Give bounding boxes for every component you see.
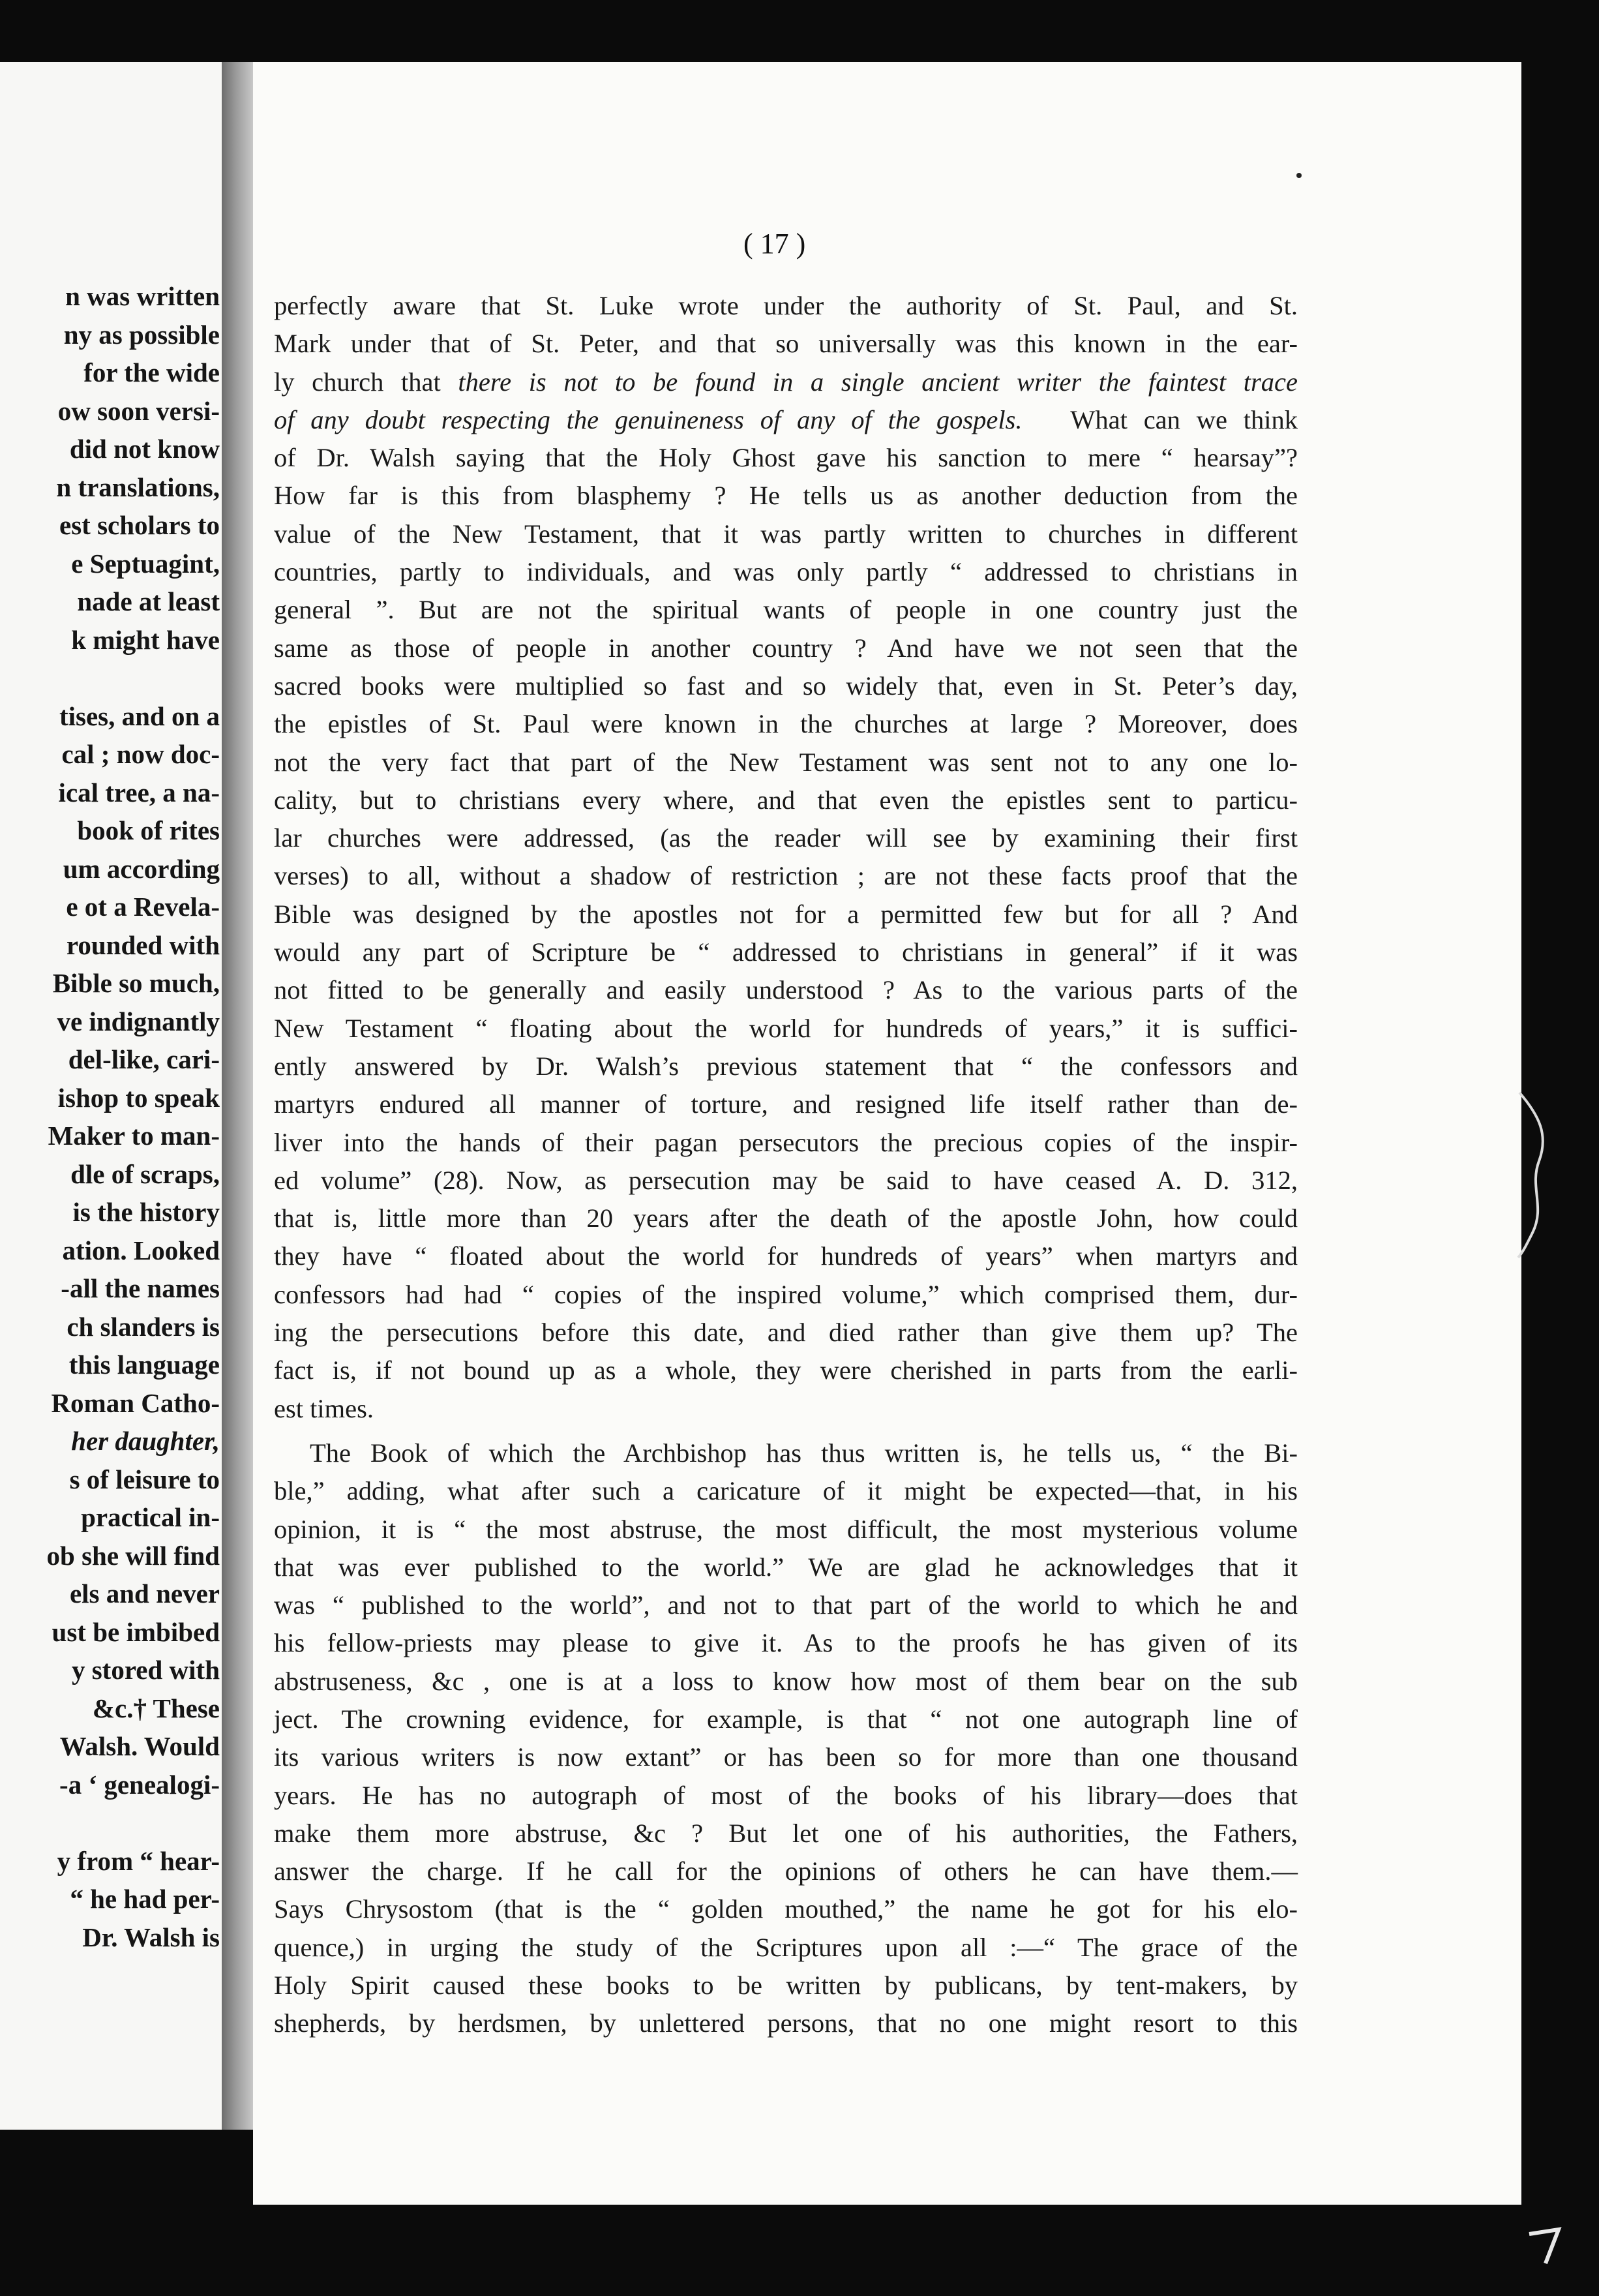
text-line: its various writers is now extant” or has been so for more than one thousand bbox=[274, 1742, 1298, 1772]
text-line: that is, little more than 20 years after the death of the apostle John, how could bbox=[274, 1203, 1298, 1233]
left-fragment-line: um according bbox=[63, 853, 220, 884]
left-fragment-line: ch slanders is bbox=[67, 1311, 220, 1342]
italic-text: there is not to be found in a single ancient writer the faintest trace bbox=[458, 367, 1298, 397]
left-fragment-line: s of leisure to bbox=[69, 1464, 220, 1494]
text-line: martyrs endured all manner of torture, and resigned life itself rather than de- bbox=[274, 1089, 1298, 1119]
left-fragment-line: cal ; now doc- bbox=[61, 739, 220, 769]
left-fragment-line: dle of scraps, bbox=[70, 1158, 220, 1189]
left-fragment-line: -a ‘ genealogi- bbox=[59, 1769, 220, 1800]
left-fragment-line: tises, and on a bbox=[59, 701, 220, 731]
ink-speck bbox=[1296, 173, 1302, 178]
text-line: ly church that there is not to be found in a single ancient writer the faintest trace bbox=[274, 367, 1298, 397]
text-line: would any part of Scripture be “ addressed to christians in general” if it was bbox=[274, 937, 1298, 967]
text-line: opinion, it is “ the most abstruse, the most difficult, the most mysterious volume bbox=[274, 1514, 1298, 1544]
text-line: general ”. But are not the spiritual wants of people in one country just the bbox=[274, 595, 1298, 625]
left-fragment-line bbox=[0, 1804, 220, 1842]
left-fragment-line: k might have bbox=[71, 624, 220, 655]
left-fragment-line: els and never bbox=[69, 1578, 220, 1609]
text-line: answer the charge. If he call for the opinions of others he can have them.— bbox=[274, 1856, 1298, 1886]
left-fragment-line: this language bbox=[68, 1350, 220, 1380]
text-line: shepherds, by herdsmen, by unlettered persons, that no one might resort to this bbox=[274, 2008, 1298, 2038]
left-fragment-line: rounded with bbox=[66, 929, 220, 960]
left-fragment-line: for the wide bbox=[83, 357, 220, 387]
left-fragment-line: nade at least bbox=[77, 586, 220, 616]
left-fragment-line: e ot a Revela- bbox=[66, 892, 220, 922]
left-page-fragment bbox=[0, 62, 225, 2130]
text-line: the epistles of St. Paul were known in the churches at large ? Moreover, does bbox=[274, 709, 1298, 739]
left-fragment-line: ow soon versi- bbox=[57, 395, 220, 426]
left-fragment-line: n was written bbox=[65, 281, 220, 311]
text-line bbox=[274, 401, 1298, 439]
corner-scratch-mark bbox=[1526, 2224, 1565, 2270]
text-line: abstruseness, &c , one is at a loss to know how most of them bear on the sub bbox=[274, 1666, 1298, 1696]
text-line: sacred books were multiplied so fast and so widely that, even in St. Peter’s day, bbox=[274, 671, 1298, 701]
text-line: cality, but to christians every where, and that even the epistles sent to particu- bbox=[274, 785, 1298, 815]
left-fragment-line: ishop to speak bbox=[57, 1082, 220, 1113]
margin-thread-mark bbox=[1513, 1089, 1552, 1259]
text-fragment: What can we think bbox=[1070, 404, 1298, 434]
left-fragment-line: her daughter, bbox=[71, 1426, 220, 1456]
left-fragment-line: ve indignantly bbox=[57, 1006, 220, 1036]
text-line: Holy Spirit caused these books to be written by publicans, by tent-makers, by bbox=[274, 1971, 1298, 2001]
text-line: years. He has no autograph of most of the books of his library—does that bbox=[274, 1780, 1298, 1810]
text-line: was “ published to the world”, and not to that part of the world to which he and bbox=[274, 1590, 1298, 1620]
book-gutter bbox=[222, 62, 253, 2130]
text-line: value of the New Testament, that it was partly written to churches in different bbox=[274, 519, 1298, 549]
text-line: How far is this from blasphemy ? He tells us as another deduction from the bbox=[274, 481, 1298, 511]
text-line: ed volume” (28). Now, as persecution may be said to have ceased A. D. 312, bbox=[274, 1165, 1298, 1195]
left-fragment-line: Maker to man- bbox=[48, 1121, 220, 1151]
text-line: lar churches were addressed, (as the reader will see by examining their first bbox=[274, 823, 1298, 853]
text-line: Bible was designed by the apostles not for a permitted few but for all ? And bbox=[274, 899, 1298, 929]
left-fragment-line: is the history bbox=[72, 1197, 220, 1227]
text-line: Says Chrysostom (that is the “ golden mouthed,” the name he got for his elo- bbox=[274, 1894, 1298, 1924]
left-fragment-line: -all the names bbox=[61, 1273, 220, 1303]
text-line: his fellow-priests may please to give it. As to the proofs he has given of its bbox=[274, 1628, 1298, 1658]
text-line: countries, partly to individuals, and was only partly “ addressed to christians in bbox=[274, 557, 1298, 587]
text-line: make them more abstruse, &c ? But let one of his authorities, the Fathers, bbox=[274, 1818, 1298, 1848]
left-fragment-line: ob she will find bbox=[46, 1540, 220, 1571]
text-line: not the very fact that part of the New Testament was sent not to any one lo- bbox=[274, 747, 1298, 777]
text-line: Mark under that of St. Peter, and that so universally was this known in the ear- bbox=[274, 329, 1298, 359]
text-line: of Dr. Walsh saying that the Holy Ghost gave his sanction to mere “ hearsay”? bbox=[274, 443, 1298, 473]
left-page-text-column bbox=[0, 277, 220, 1956]
text-line: that was ever published to the world.” We are glad he acknowledges that it bbox=[274, 1552, 1298, 1582]
left-fragment-line: did not know bbox=[69, 434, 220, 464]
text-line: perfectly aware that St. Luke wrote under the authority of St. Paul, and St. bbox=[274, 291, 1298, 320]
left-fragment-line: y stored with bbox=[71, 1655, 220, 1685]
left-fragment-line: y from “ hear- bbox=[57, 1845, 220, 1876]
left-fragment-line: del-like, cari- bbox=[68, 1044, 220, 1074]
left-fragment-line: ical tree, a na- bbox=[58, 777, 220, 808]
text-line: New Testament “ floating about the world for hundreds of years,” it is suffici- bbox=[274, 1013, 1298, 1043]
left-fragment-line: n translations, bbox=[56, 472, 220, 502]
left-fragment-line: ny as possible bbox=[63, 319, 220, 350]
left-fragment-line: Bible so much, bbox=[52, 968, 220, 998]
paragraph-2 bbox=[274, 1434, 1298, 2043]
text-line: same as those of people in another country ? And have we not seen that the bbox=[274, 633, 1298, 663]
left-fragment-line: ation. Looked bbox=[62, 1235, 220, 1265]
body-text bbox=[274, 287, 1298, 2043]
text-line: fact is, if not bound up as a whole, they were cherished in parts from the earli- bbox=[274, 1355, 1298, 1385]
text-line: est times. bbox=[274, 1393, 374, 1423]
text-line: ently answered by Dr. Walsh’s previous statement that “ the confessors and bbox=[274, 1051, 1298, 1081]
left-fragment-line: Walsh. Would bbox=[59, 1731, 220, 1761]
left-fragment-line: Dr. Walsh is bbox=[82, 1922, 220, 1952]
text-line: quence,) in urging the study of the Scriptures upon all :—“ The grace of the bbox=[274, 1932, 1298, 1962]
left-fragment-line bbox=[0, 659, 220, 697]
left-fragment-line: book of rites bbox=[77, 815, 220, 845]
text-line: The Book of which the Archbishop has thus written is, he tells us, “ the Bi- bbox=[310, 1438, 1298, 1468]
left-fragment-line: &c.† These bbox=[92, 1693, 220, 1723]
text-line: ing the persecutions before this date, and died rather than give them up? The bbox=[274, 1318, 1298, 1348]
italic-text: of any doubt respecting the genuineness of any of the gospels. bbox=[274, 404, 1023, 434]
left-fragment-line: practical in- bbox=[81, 1502, 220, 1532]
text-line: liver into the hands of their pagan persecutors the precious copies of the inspir- bbox=[274, 1127, 1298, 1157]
text-line: ject. The crowning evidence, for example, is that “ not one autograph line of bbox=[274, 1704, 1298, 1734]
left-fragment-line: est scholars to bbox=[59, 510, 220, 540]
text-line: ble,” adding, what after such a caricature of it might be expected—that, in his bbox=[274, 1476, 1298, 1506]
left-fragment-line: ust be imbibed bbox=[52, 1616, 220, 1647]
left-fragment-line: Roman Catho- bbox=[51, 1387, 220, 1418]
left-fragment-line: “ he had per- bbox=[70, 1884, 220, 1914]
text-line: verses) to all, without a shadow of restriction ; are not these facts proof that the bbox=[274, 861, 1298, 891]
text-line: not fitted to be generally and easily understood ? As to the various parts of the bbox=[274, 975, 1298, 1005]
page-number: ( 17 ) bbox=[743, 228, 806, 260]
paragraph-1 bbox=[274, 287, 1298, 1428]
text-line: they have “ floated about the world for hundreds of years” when martyrs and bbox=[274, 1241, 1298, 1271]
text-line: confessors had had “ copies of the inspired volume,” which comprised them, dur- bbox=[274, 1279, 1298, 1309]
left-fragment-line: e Septuagint, bbox=[71, 548, 220, 579]
